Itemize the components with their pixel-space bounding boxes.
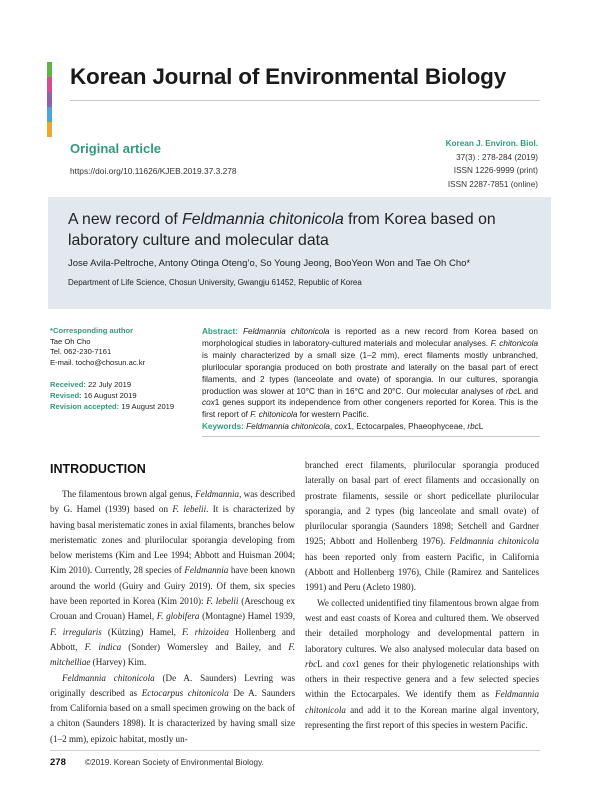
corresponding-name: Tae Oh Cho [50, 336, 91, 346]
abstract-gene-rbcl-suffix: L [517, 386, 522, 396]
abstract-label: Abstract: [202, 327, 238, 336]
doi-link[interactable]: https://doi.org/10.11626/KJEB.2019.37.3.278 [70, 166, 237, 176]
abstract-species-2: F. chitonicola [490, 338, 538, 348]
keywords [202, 422, 483, 431]
keyword-3: rbc [467, 422, 479, 431]
title-text-1: A new record of [68, 211, 183, 228]
paragraph: We collected unidentified tiny filamentous brown algae from west and east coasts of Korea and cultured them. We observed their detailed morphology and developmental pattern in laboratory cultures. We also analysed molecular data based on rbcL and cox1 genes for their phylogenetic relationships with others in their respective genera and a few selected species within the Ectocarpales. We identify them as Feldmannia chitonicola and add it to the Korean marine algal inventory, representing the first report of this species in western Pacific. [305, 597, 539, 731]
abstract-text-1: is reported as a new record from Korea based on morphological studies in laboratory-cultured materials and molecular analyses. [202, 327, 538, 348]
header-divider [70, 100, 540, 101]
corresponding-tel: Tel. 062-230-7161 [50, 347, 112, 357]
revised-date-row [50, 391, 200, 402]
italic-term: rbc [305, 658, 318, 669]
italic-term: F. rhizoidea [181, 626, 229, 637]
copyright-notice: ©2019. Korean Society of Environmental Biology. [85, 758, 264, 767]
abstract-text-2: is mainly characterized by a small size (1–2 mm), erect filaments mostly unbranched, plurilocular sporangia produced on both prostrate and laterally on the basal part of erect filaments, and 2 types (lanceolate and ovate) of sporangia. In our cultures, sporangia production was slower at 10°C than in 16°C and 20°C. Our molecular analyses of [202, 350, 538, 396]
journal-info [446, 137, 538, 191]
journal-color-strip [47, 62, 52, 137]
italic-term: Feldmannia chitonicola [449, 536, 539, 547]
received-label: Received: [50, 380, 86, 390]
accepted-label: Revision accepted: [50, 401, 120, 411]
received-date-row [50, 380, 200, 391]
journal-abbreviation: Korean J. Environ. Biol. [445, 139, 538, 148]
strip-segment-orange [47, 122, 52, 137]
paragraph: The filamentous brown algal genus, Feldmannia, was described by G. Hamel (1939) based on F. lebelii. It is characterized by having basal meristematic zones in axial filaments, branches below meristematic zones and plurilocular sporangia developing from below meristems (Kim and Lee 1994; Abbott and Huisman 2004; Kim 2010). Currently, 28 species of Feldmannia have been known around the world (Guiry and Guiry 2019). Of them, six species have been reported in Korea (Kim 2010): F. lebelii (Areschoug ex Crouan and Crouan) Hamel, F. globifera (Montagne) Hamel 1939, F. irregularis (Kützing) Hamel, F. rhizoidea Hollenberg and Abbott, F. indica (Sonder) Womersley and Bailey, and F. mitchelliae (Harvey) Kim. [50, 489, 296, 668]
abstract-gene-rbcl: rbc [505, 386, 518, 396]
strip-segment-green [47, 62, 52, 77]
author-list: Jose Avila-Peltroche, Antony Otinga Oteng’o, So Young Jeong, BooYeon Won and Tae Oh Cho* [68, 258, 471, 269]
issn-print: ISSN 1226-9999 (print) [453, 166, 538, 175]
italic-term: Feldmannia [184, 565, 229, 576]
strip-segment-blue [47, 107, 52, 122]
revised-date: 16 August 2019 [83, 390, 137, 400]
issn-online: ISSN 2287-7851 (online) [447, 179, 538, 189]
italic-term: F. indica [84, 641, 122, 652]
body-column-right [305, 458, 539, 733]
accepted-date-row [50, 402, 200, 413]
italic-term: F. globifera [156, 611, 200, 622]
italic-term: Ectocarpus chitonicola [141, 687, 229, 698]
body-column-left [50, 487, 295, 747]
italic-term: Feldmannia [195, 489, 240, 499]
italic-term: F. irregularis [50, 626, 102, 637]
keyword-2: cox [334, 422, 348, 431]
italic-term: Feldmannia chitonicola [305, 689, 539, 715]
abstract-species-3: F. chitonicola [250, 410, 298, 420]
revised-label: Revised: [50, 390, 82, 400]
keyword-2-suffix: 1, Ectocarpales, Phaeophyceae, [347, 422, 468, 431]
article-type: Original article [70, 141, 162, 156]
section-heading-introduction: INTRODUCTION [50, 462, 146, 476]
italic-term: Feldmannia chitonicola [62, 672, 155, 683]
italic-term: F. lebelii [172, 504, 207, 515]
received-date: 22 July 2019 [88, 380, 132, 390]
italic-term: F. lebelii [206, 596, 239, 607]
page-number: 278 [50, 757, 66, 768]
abstract-text-4: for western Pacific. [297, 410, 369, 420]
paragraph: Feldmannia chitonicola (De A. Saunders) Levring was originally described as Ectocarpus chitonicola De A. Saunders from California based on a small specimen growing on the back of a chiton (Saunders 1898). It is characterized by having small size (1–2 mm), epizoic habitat, mostly un- [50, 672, 295, 744]
italic-term: F. mitchelliae [50, 641, 295, 668]
title-species: Feldmannia chitonicola [182, 211, 344, 228]
strip-segment-pink [47, 77, 52, 92]
journal-title: Korean Journal of Environmental Biology [70, 64, 507, 89]
corresponding-label: *Corresponding author [50, 326, 134, 335]
abstract [202, 326, 538, 421]
title-text-2: from Korea based on laboratory culture and molecular data [68, 211, 496, 249]
accepted-date: 19 August 2019 [121, 401, 175, 411]
affiliation: Department of Life Science, Chosun University, Gwangju 61452, Republic of Korea [68, 278, 362, 287]
keyword-sep: , [329, 422, 335, 431]
article-sidebar [50, 326, 200, 412]
keywords-divider [202, 436, 540, 437]
article-title [68, 210, 538, 251]
paragraph: branched erect filaments, plurilocular sporangia produced laterally on basal part of erect filaments and occasionally on prostrate filaments, sessile or short pedicellate plurilocular sporangia, and 2 types (big lanceolate and small ovate) of plurilocular sporangia (Saunders 1898; Setchell and Gardner 1925; Abbott and Hollenberg 1976). Feldmannia chitonicola has been reported only from eastern Pacific, in California (Abbott and Hollenberg 1976), Chile (Ramirez and Santelices 1991) and Peru (Acleto 1980). [305, 460, 539, 593]
corresponding-email[interactable]: E-mail. tocho@chosun.ac.kr [50, 357, 146, 367]
abstract-species-1: Feldmannia chitonicola [243, 327, 330, 336]
strip-segment-purple [47, 92, 52, 107]
keyword-3-suffix: L [478, 422, 484, 431]
abstract-gene-cox1: cox [202, 398, 215, 408]
keyword-1: Feldmannia chitonicola [246, 422, 330, 431]
abstract-text-3: 1 genes support its independence from other congeners reported for Korea. This is the first report of [202, 398, 538, 420]
italic-term: cox [342, 658, 356, 669]
keywords-label: Keywords: [202, 422, 244, 431]
abstract-and: and [521, 386, 538, 396]
footer-divider [50, 750, 540, 751]
volume-info: 37(3) : 278-284 (2019) [456, 152, 538, 162]
